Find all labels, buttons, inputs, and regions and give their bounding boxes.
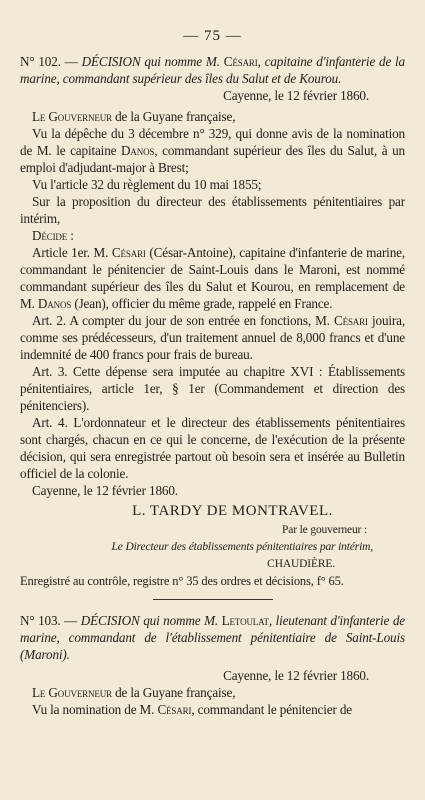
directeur-line: Le Directeur des établissements pénitentiaires par intérim, [111,541,373,553]
decision-102-heading [20,53,405,87]
sur-proposition: Sur la proposition du directeur des établissements pénitentiaires par intérim, [20,194,405,226]
article-1-text: Article 1er. M. [32,245,109,260]
gouverneur-line [20,684,405,701]
decision-number: N° 102. — [20,54,78,69]
article-2-name: Césari [333,313,368,328]
decision-number: N° 103. — [20,613,78,628]
vu-nomination-name: Césari [157,702,192,717]
vu-nomination-text: Vu la nomination de M. [32,702,155,717]
page-number: — 75 — [183,28,242,44]
gouverneur-title: Le Gouverneur [32,109,112,124]
par-le-gouverneur: Par le gouverneur : [282,524,367,536]
decision-title-name: Césari [223,54,258,69]
signature-name: L. TARDY DE MONTRAVEL. [132,503,333,519]
chaudiere-signature: CHAUDIÈRE. [267,558,335,570]
decision-103-heading [20,612,405,663]
closing-date: Cayenne, le 12 février 1860. [32,483,178,498]
vu-nomination-rest: , commandant le pénitencier de [191,702,352,717]
decision-title-prefix: DÉCISION qui nomme M. [80,613,219,628]
decision-title-rest: , capitaine d'infanterie de la marine, commandant supérieur des îles du Salut et de Kourou. [20,54,405,86]
vu-nomination [20,701,405,718]
article-1-name2: Danos [37,296,72,311]
decision-date: Cayenne, le 12 février 1860. [223,88,369,103]
decide-label: Décide : [32,228,74,243]
vu-depeche-text: Vu la dépêche du 3 décembre n° 329, qui donne avis de la nomination de M. le capitaine [20,126,405,158]
decision-title-name: Letoulat [221,613,269,628]
article-4: Art. 4. L'ordonnateur et le directeur des établissements pénitentiaires sont chargés, chacun en ce qui le concerne, de l'exécution de la présente décision, qui sera enregistrée partout où besoin sera et insérée au Bulletin officiel de la colonie. [20,415,405,481]
decision-title-prefix: DÉCISION qui nomme M. [81,54,220,69]
article-1-body: (César-Antoine), capitaine d'infanterie de marine, commandant le pénitencier de Saint-Louis dans le Maroni, est nommé commandant supérieur des îles du Salut et Kourou, en remplacement de M. [20,245,405,311]
gouverneur-line [20,108,405,125]
gouverneur-rest: de la Guyane française, [111,109,236,124]
decision-date: Cayenne, le 12 février 1860. [223,668,369,683]
vu-article: Vu l'article 32 du règlement du 10 mai 1855; [32,177,262,192]
article-2 [20,312,405,363]
article-1-name: Césari [111,245,146,260]
gouverneur-rest: de la Guyane française, [111,685,236,700]
registre-line: Enregistré au contrôle, registre n° 35 des ordres et décisions, f° 65. [20,574,344,588]
vu-depeche-name: Danos [121,143,155,158]
section-divider [153,599,273,600]
vu-depeche [20,125,405,176]
decision-title-rest: , lieutenant d'infanterie de marine, commandant de l'établissement pénitentiaire de Saint-Louis (Maroni). [20,613,405,662]
article-2-body: jouira, comme ses prédécesseurs, d'un traitement annuel de 8,000 francs et d'une indemnité de 400 francs pour frais de bureau. [20,313,405,362]
vu-depeche-rest: , commandant supérieur des îles du Salut, à un emploi d'adjudant-major à Brest; [20,143,405,175]
article-1-end: (Jean), officier du même grade, rappelé en France. [74,296,333,311]
gouverneur-title: Le Gouverneur [32,685,112,700]
article-1 [20,244,405,312]
article-3: Art. 3. Cette dépense sera imputée au chapitre XVI : Établissements pénitentiaires, article 1er, § 1er (Commandement et direction des pénitenciers). [20,364,405,413]
article-2-text: Art. 2. A compter du jour de son entrée en fonctions, M. [32,313,330,328]
